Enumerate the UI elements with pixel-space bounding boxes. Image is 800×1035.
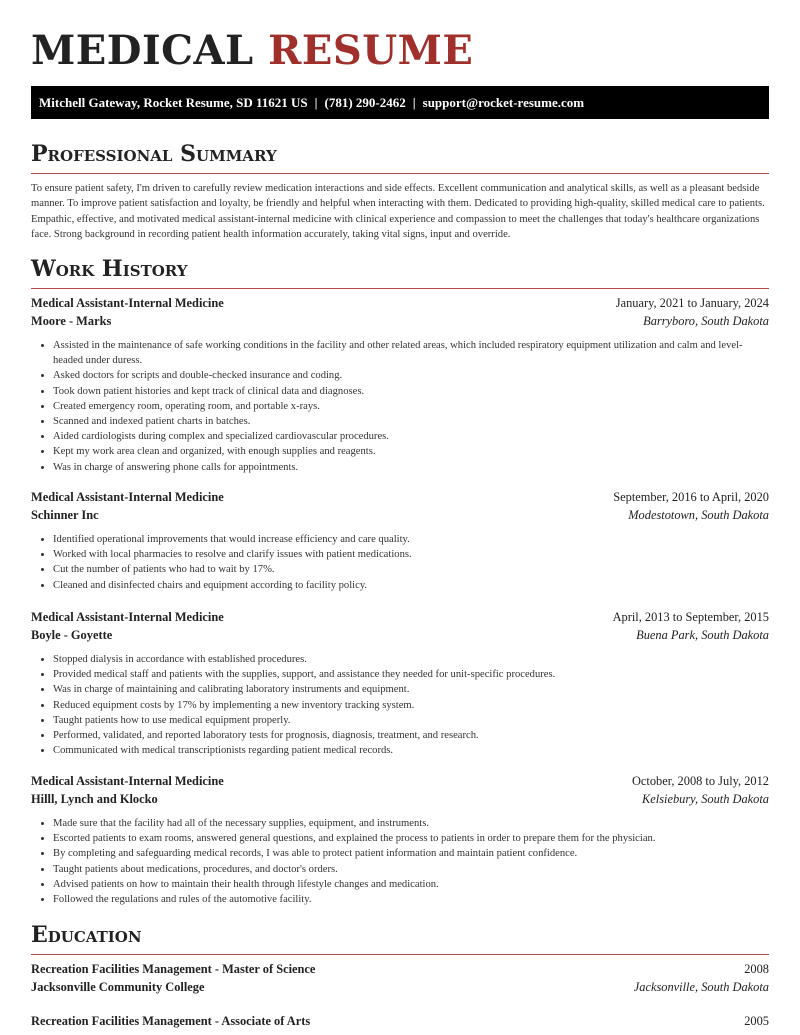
job-duty: • Asked doctors for scripts and double-checked insurance and coding. (53, 368, 769, 383)
job-duty: • By completing and safeguarding medical records, I was able to protect patient information and maintain patient confidence. (53, 846, 769, 861)
job-duty: • Created emergency room, operating room, and portable x-rays. (53, 399, 769, 414)
job-duty: • Was in charge of answering phone calls for appointments. (53, 460, 769, 475)
job-entry (31, 296, 769, 475)
job-dates: January, 2021 to January, 2024 (615, 296, 769, 310)
title-part-1: MEDICAL (31, 27, 254, 74)
job-entry (31, 610, 769, 758)
contact-email[interactable]: support@rocket-resume.com (422, 95, 585, 110)
job-duty: • Assisted in the maintenance of safe working conditions in the facility and other related areas, which included respiratory equipment utilization and calm and level-headed under duress. (53, 338, 769, 368)
job-company: Hilll, Lynch and Klocko (31, 792, 158, 806)
job-duty: • Made sure that the facility had all of the necessary supplies, equipment, and instruments. (53, 816, 769, 831)
job-duty: • Communicated with medical transcriptionists regarding patient medical records. (53, 743, 769, 758)
job-duty: • Took down patient histories and kept track of clinical data and diagnoses. (53, 384, 769, 399)
work-section-heading (31, 255, 769, 289)
job-title-row (31, 774, 769, 792)
job-location: Kelsiebury, South Dakota (642, 792, 769, 806)
job-title: Medical Assistant-Internal Medicine (31, 774, 224, 788)
education-degree: Recreation Facilities Management - Master of Science (31, 962, 316, 976)
education-degree: Recreation Facilities Management - Associate of Arts (31, 1014, 311, 1028)
job-company-row (31, 792, 769, 810)
job-company: Boyle - Goyette (31, 628, 113, 642)
job-duty: • Performed, validated, and reported laboratory tests for prognosis, diagnosis, treatment, and research. (53, 728, 769, 743)
education-section-heading (31, 921, 769, 955)
contact-phone: (781) 290-2462 (324, 95, 406, 110)
job-dates: October, 2008 to July, 2012 (631, 774, 769, 788)
education-entry (31, 962, 769, 998)
job-title: Medical Assistant-Internal Medicine (31, 610, 224, 624)
education-location: Jacksonville, South Dakota (633, 980, 769, 994)
job-duty: • Cut the number of patients who had to wait by 17%. (53, 562, 769, 577)
job-company-row (31, 314, 769, 332)
summary-section-heading (31, 140, 769, 174)
job-duty: • Scanned and indexed patient charts in batches. (53, 414, 769, 429)
summary-heading: Professional Summary (31, 141, 277, 167)
job-company: Moore - Marks (31, 314, 112, 328)
job-company: Schinner Inc (31, 508, 99, 522)
job-company-row (31, 508, 769, 526)
contact-bar (31, 86, 769, 119)
contact-separator: | (412, 95, 416, 110)
work-heading: Work History (31, 256, 188, 282)
job-location: Modestotown, South Dakota (628, 508, 769, 522)
job-duties (31, 338, 769, 475)
job-duty: • Provided medical staff and patients with the supplies, support, and assistance they needed for unit-specific procedures. (53, 667, 769, 682)
job-company-row (31, 628, 769, 646)
resume-title (31, 28, 473, 74)
job-duties (31, 816, 769, 907)
job-duty: • Aided cardiologists during complex and specialized cardiovascular procedures. (53, 429, 769, 444)
job-duty: • Reduced equipment costs by 17% by implementing a new inventory tracking system. (53, 698, 769, 713)
education-school-row (31, 980, 769, 998)
job-duty: • Taught patients about medications, procedures, and doctor's orders. (53, 862, 769, 877)
education-entry (31, 1014, 769, 1032)
job-duty: • Followed the regulations and rules of the automotive facility. (53, 892, 769, 907)
job-duty: • Worked with local pharmacies to resolve and clarify issues with patient medications. (53, 547, 769, 562)
job-title: Medical Assistant-Internal Medicine (31, 490, 224, 504)
education-year: 2005 (744, 1014, 769, 1028)
job-duty: • Identified operational improvements that would increase efficiency and care quality. (53, 532, 769, 547)
education-school: Jacksonville Community College (31, 980, 205, 994)
job-location: Barryboro, South Dakota (643, 314, 769, 328)
job-entry (31, 490, 769, 593)
job-duty: • Advised patients on how to maintain their health through lifestyle changes and medication. (53, 877, 769, 892)
contact-address: Mitchell Gateway, Rocket Resume, SD 11621 US (39, 95, 308, 110)
contact-separator: | (314, 95, 318, 110)
job-duty: • Cleaned and disinfected chairs and equipment according to facility policy. (53, 578, 769, 593)
job-duty: • Taught patients how to use medical equipment properly. (53, 713, 769, 728)
job-duties (31, 532, 769, 593)
job-entry (31, 774, 769, 907)
title-part-2: RESUME (268, 27, 474, 74)
education-heading: Education (31, 922, 142, 948)
job-dates: April, 2013 to September, 2015 (612, 610, 769, 624)
job-duty: • Was in charge of maintaining and calibrating laboratory instruments and equipment. (53, 682, 769, 697)
education-year: 2008 (744, 962, 769, 976)
job-duty: • Stopped dialysis in accordance with established procedures. (53, 652, 769, 667)
job-duty: • Escorted patients to exam rooms, answered general questions, and explained the process to patients in order to prepare them for the physician. (53, 831, 769, 846)
job-duties (31, 652, 769, 758)
job-title-row (31, 490, 769, 508)
job-location: Buena Park, South Dakota (636, 628, 769, 642)
education-degree-row (31, 962, 769, 980)
job-title: Medical Assistant-Internal Medicine (31, 296, 224, 310)
summary-text: To ensure patient safety, I'm driven to carefully review medication interactions and side effects. Excellent communication and analytical skills, as well as a pleasant bedside manner. To improve patient satisfaction and loyalty, be friendly and helpful when interacting with them. Dedicated to providing high-quality, skilled medical care to patients. Empathic, effective, and motivated medical assistant-internal medicine with clinical experience and compassion to meet the challenges that today's healthcare organizations face. Strong background in recording patient health information accurately, taking vital signs, input and override. (31, 183, 765, 240)
job-title-row (31, 296, 769, 314)
education-degree-row (31, 1014, 769, 1032)
job-duty: • Kept my work area clean and organized, with enough supplies and reagents. (53, 444, 769, 459)
job-title-row (31, 610, 769, 628)
job-dates: September, 2016 to April, 2020 (613, 490, 769, 504)
